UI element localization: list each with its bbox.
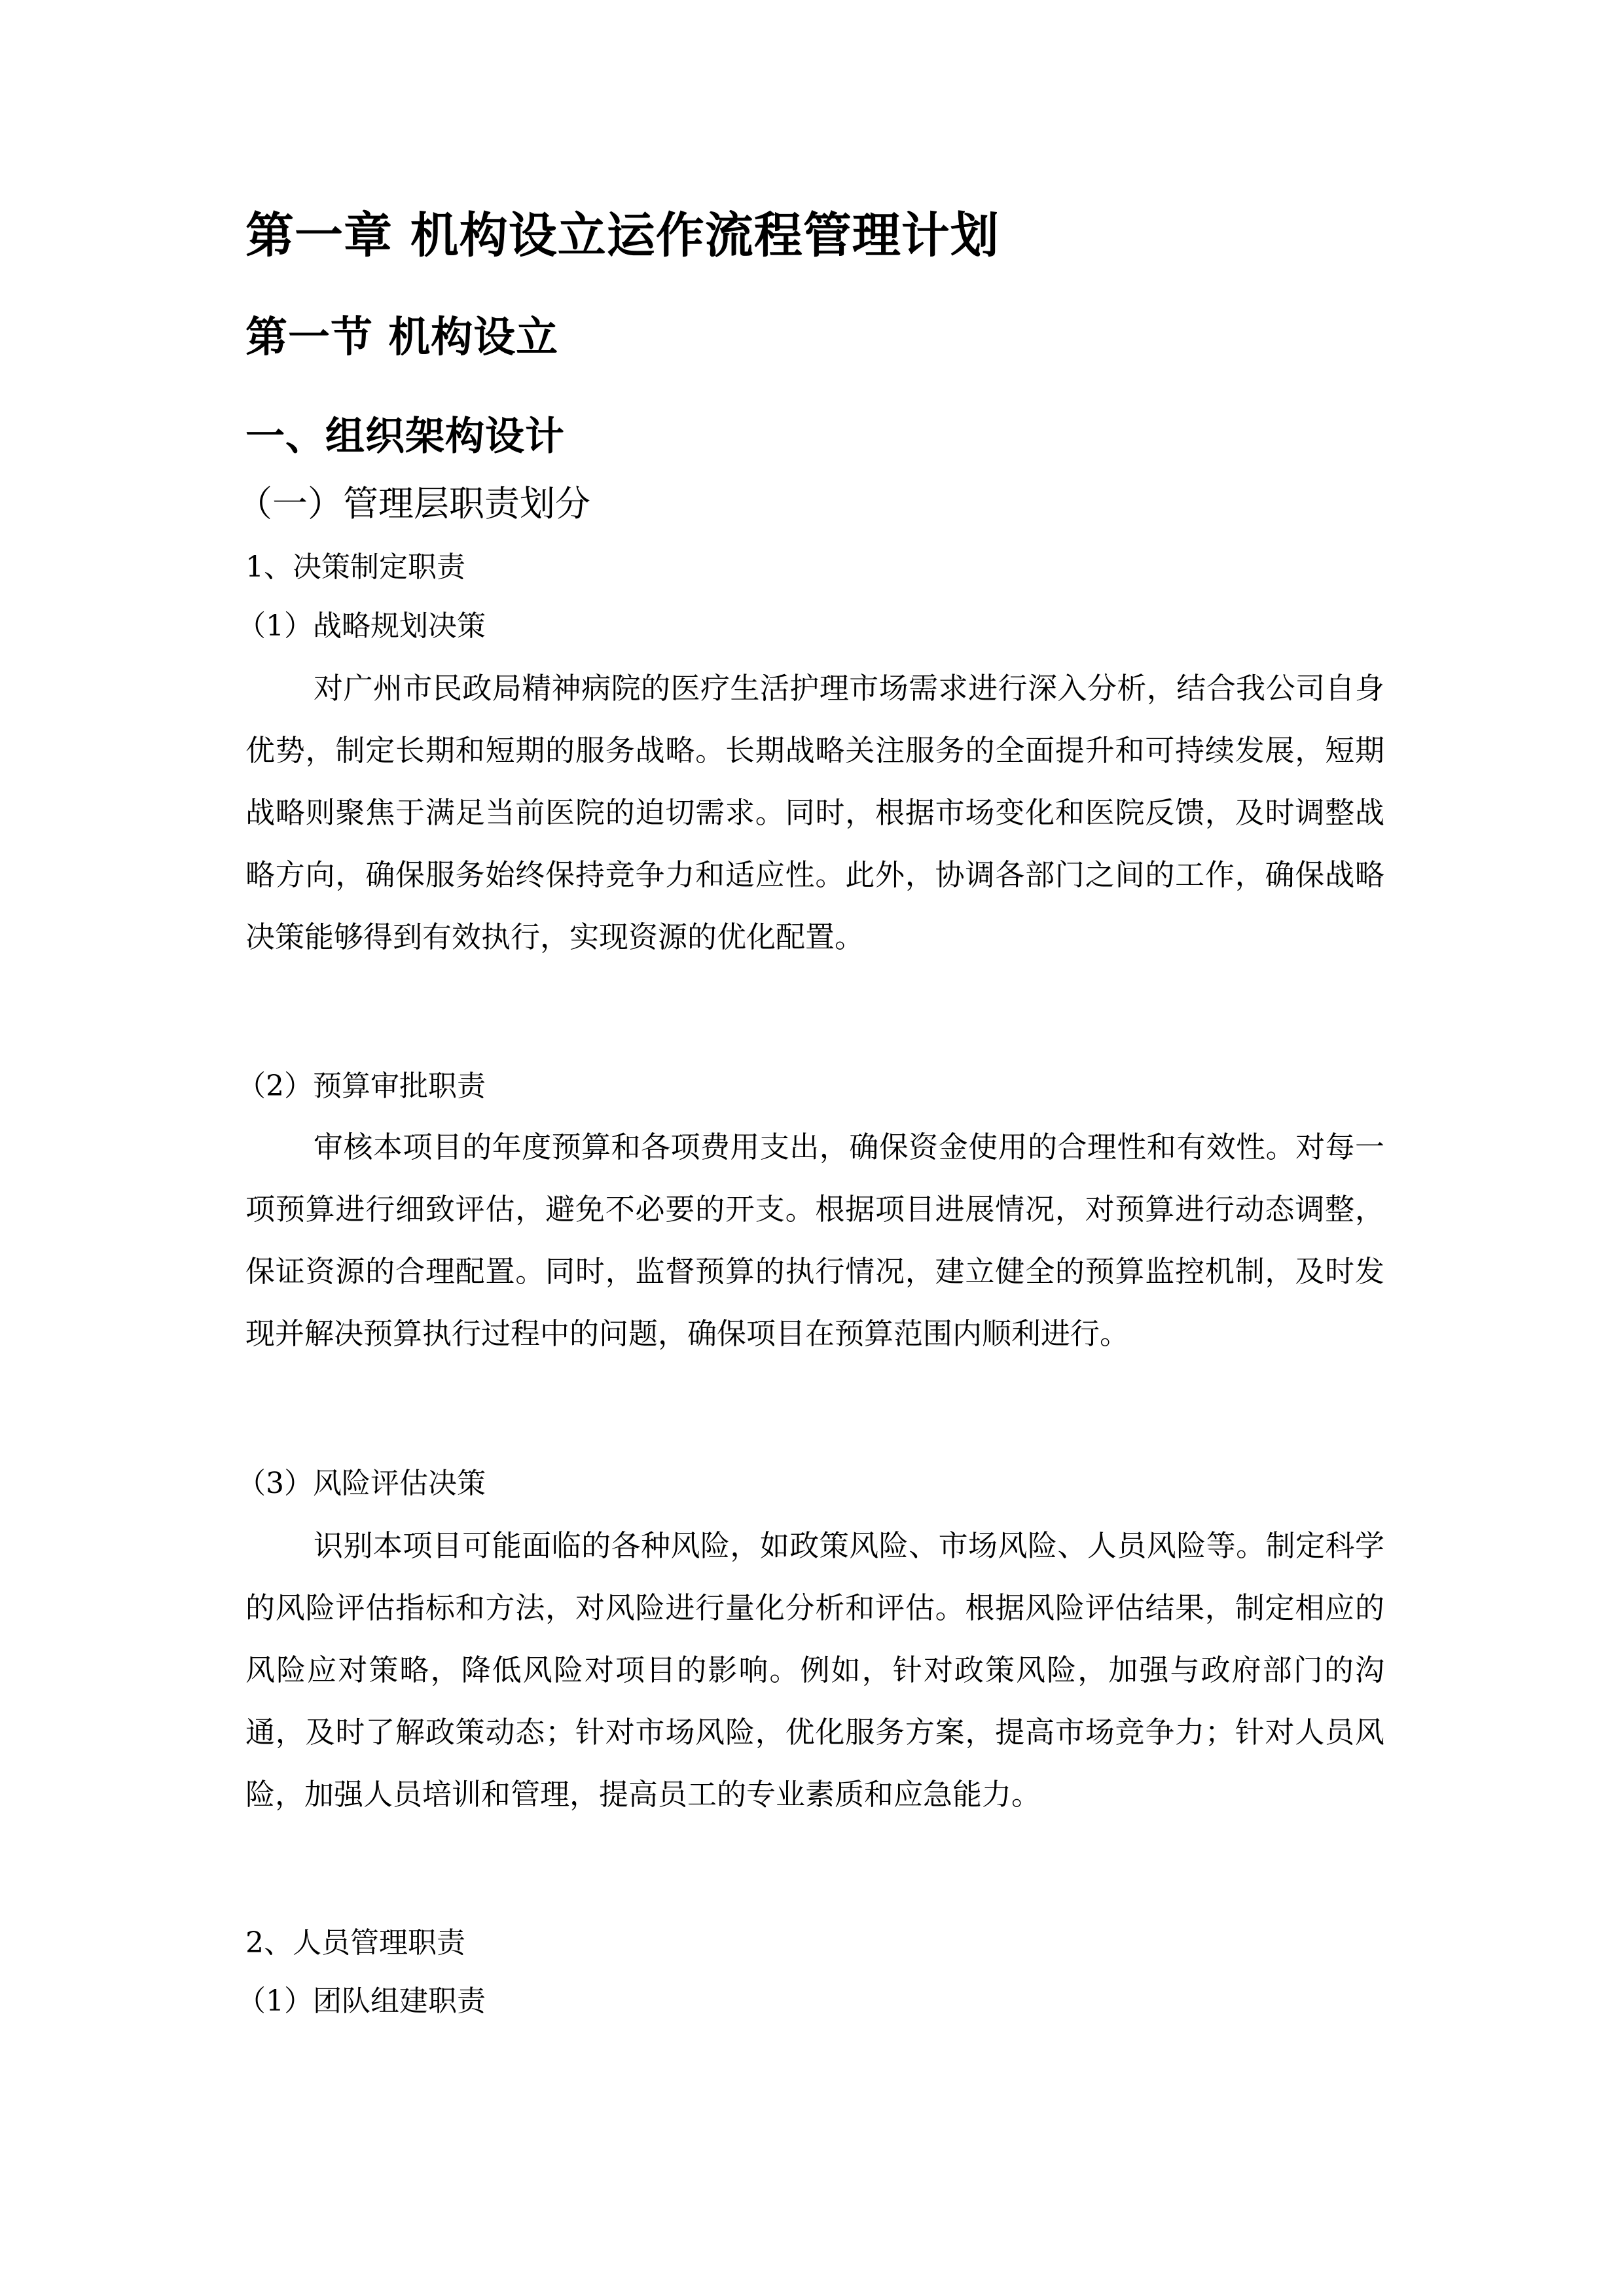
item-1-1-title: （1）战略规划决策 xyxy=(237,609,486,643)
subsection-title: 一、组织架构设计 xyxy=(245,414,565,459)
item-1-title: 1、决策制定职责 xyxy=(245,550,465,584)
sub-subsection-title: （一）管理层职责划分 xyxy=(237,483,590,524)
item-2-title: 2、人员管理职责 xyxy=(245,1926,465,1960)
item-1-3-paragraph: 识别本项目可能面临的各种风险，如政策风险、市场风险、人员风险等。制定科学的风险评估指标和方法，对风险进行量化分析和评估。根据风险评估结果，制定相应的风险应对策略，降低风险对项目的影响。例如，针对政策风险，加强与政府部门的沟通，及时了解政策动态；针对市场风险，优化服务方案，提高市场竞争力；针对人员风险，加强人员培训和管理，提高员工的专业素质和应急能力。 xyxy=(245,1528,1384,1812)
item-2-1-title: （1）团队组建职责 xyxy=(237,1984,486,2018)
item-1-3-title: （3）风险评估决策 xyxy=(237,1467,486,1500)
section-title: 第一节 机构设立 xyxy=(245,313,559,362)
item-1-2-title: （2）预算审批职责 xyxy=(237,1069,486,1103)
chapter-title: 第一章 机构设立运作流程管理计划 xyxy=(245,207,1000,264)
item-1-1-paragraph: 对广州市民政局精神病院的医疗生活护理市场需求进行深入分析，结合我公司自身优势，制定长期和短期的服务战略。长期战略关注服务的全面提升和可持续发展，短期战略则聚焦于满足当前医院的迫切需求。同时，根据市场变化和医院反馈，及时调整战略方向，确保服务始终保持竞争力和适应性。此外，协调各部门之间的工作，确保战略决策能够得到有效执行，实现资源的优化配置。 xyxy=(245,671,1384,954)
item-1-2-paragraph: 审核本项目的年度预算和各项费用支出，确保资金使用的合理性和有效性。对每一项预算进行细致评估，避免不必要的开支。根据项目进展情况，对预算进行动态调整，保证资源的合理配置。同时，监督预算的执行情况，建立健全的预算监控机制，及时发现并解决预算执行过程中的问题，确保项目在预算范围内顺利进行。 xyxy=(245,1130,1384,1351)
